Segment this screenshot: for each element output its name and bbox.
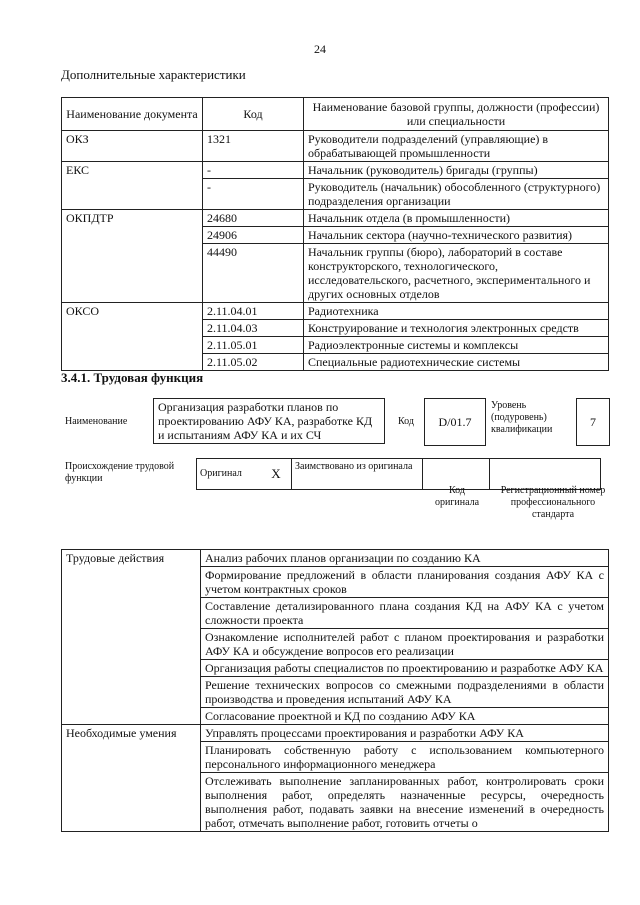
code-cell: 2.11.05.01 [203,337,304,354]
function-name-value: Организация разработки планов по проектированию АФУ КА, разработке КД и испытаниям АФУ КА и их СЧ [153,398,385,444]
document-cell: ОКЗ [62,131,203,162]
section-title: Дополнительные характеристики [61,67,246,82]
action-item-cell: Составление детализированного плана создания КД на АФУ КА с учетом сложности проекта [201,598,609,629]
original-label: Оригинал [197,459,262,490]
table-row [62,725,609,742]
group-head-cell: Необходимые умения [62,725,201,832]
table-row [62,550,609,567]
action-item-cell: Решение технических вопросов со смежными подразделениями в области производства и проведения испытаний АФУ КА [201,677,609,708]
header-name: Наименование базовой группы, должности (профессии) или специальности [304,98,609,131]
occupation-name-cell: Радиотехника [304,303,609,320]
original-code-note: Код оригинала [434,485,480,508]
function-title: 3.4.1. Трудовая функция [61,370,204,385]
code-cell: 1321 [203,131,304,162]
page-number: 24 [314,42,326,56]
table-header-row [62,98,609,131]
header-code: Код [203,98,304,131]
table-row [62,303,609,320]
occupation-name-cell: Руководитель (начальник) обособленного (структурного) подразделения организации [304,179,609,210]
qualification-level-value: 7 [576,398,610,446]
document-cell: ОКСО [62,303,203,371]
occupation-name-cell: Руководители подразделений (управляющие) в обрабатывающей промышленности [304,131,609,162]
occupation-name-cell: Конструирование и технология электронных средств [304,320,609,337]
action-item-cell: Согласование проектной и КД по созданию АФУ КА [201,708,609,725]
occupation-name-cell: Начальник группы (бюро), лабораторий в составе конструкторского, технологического, исследовательского, расчетного, экспериментального и других основных отделов [304,244,609,303]
code-cell: 2.11.04.03 [203,320,304,337]
header-document: Наименование документа [62,98,203,131]
origin-label: Происхождение трудовой функции [65,461,175,484]
occupation-name-cell: Начальник отдела (в промышленности) [304,210,609,227]
actions-table [61,549,609,832]
table-row [62,162,609,179]
code-cell: - [203,162,304,179]
group-head-cell: Трудовые действия [62,550,201,725]
table-row [62,210,609,227]
action-item-cell: Планировать собственную работу с использованием компьютерного персонального информационного менеджера [201,742,609,773]
code-cell: 2.11.04.01 [203,303,304,320]
registration-number-note: Регистрационный номер профессионального стандарта [500,485,606,520]
borrowed-label: Заимствовано из оригинала [292,459,423,490]
action-item-cell: Формирование предложений в области планирования создания АФУ КА с учетом контрактных сроков [201,567,609,598]
action-item-cell: Отслеживать выполнение запланированных работ, контролировать сроки выполнения работ, определять назначенные ресурсы, очередность выполнения работ, подавать заявки на внесение изменений в очередность работ, отмечать выполнение работ, готовить отчеты о [201,773,609,832]
table-row [62,131,609,162]
occupation-name-cell: Начальник (руководитель) бригады (группы) [304,162,609,179]
code-cell: 44490 [203,244,304,303]
original-mark: X [261,459,292,490]
classification-table [61,97,609,371]
occupation-name-cell: Начальник сектора (научно-технического развития) [304,227,609,244]
code-cell: 24680 [203,210,304,227]
action-item-cell: Ознакомление исполнителей работ с планом проектирования и разработки АФУ КА и обсуждение вопросов его реализации [201,629,609,660]
code-cell: 2.11.05.02 [203,354,304,371]
function-name-label: Наименование [65,416,128,427]
document-cell: ОКПДТР [62,210,203,303]
function-code-label: Код [398,416,414,427]
occupation-name-cell: Радиоэлектронные системы и комплексы [304,337,609,354]
function-code-value: D/01.7 [424,398,486,446]
code-cell: - [203,179,304,210]
occupation-name-cell: Специальные радиотехнические системы [304,354,609,371]
action-item-cell: Анализ рабочих планов организации по созданию КА [201,550,609,567]
action-item-cell: Организация работы специалистов по проектированию и разработке АФУ КА [201,660,609,677]
document-cell: ЕКС [62,162,203,210]
action-item-cell: Управлять процессами проектирования и разработки АФУ КА [201,725,609,742]
code-cell: 24906 [203,227,304,244]
qualification-level-label: Уровень (подуровень) квалификации [491,400,553,435]
